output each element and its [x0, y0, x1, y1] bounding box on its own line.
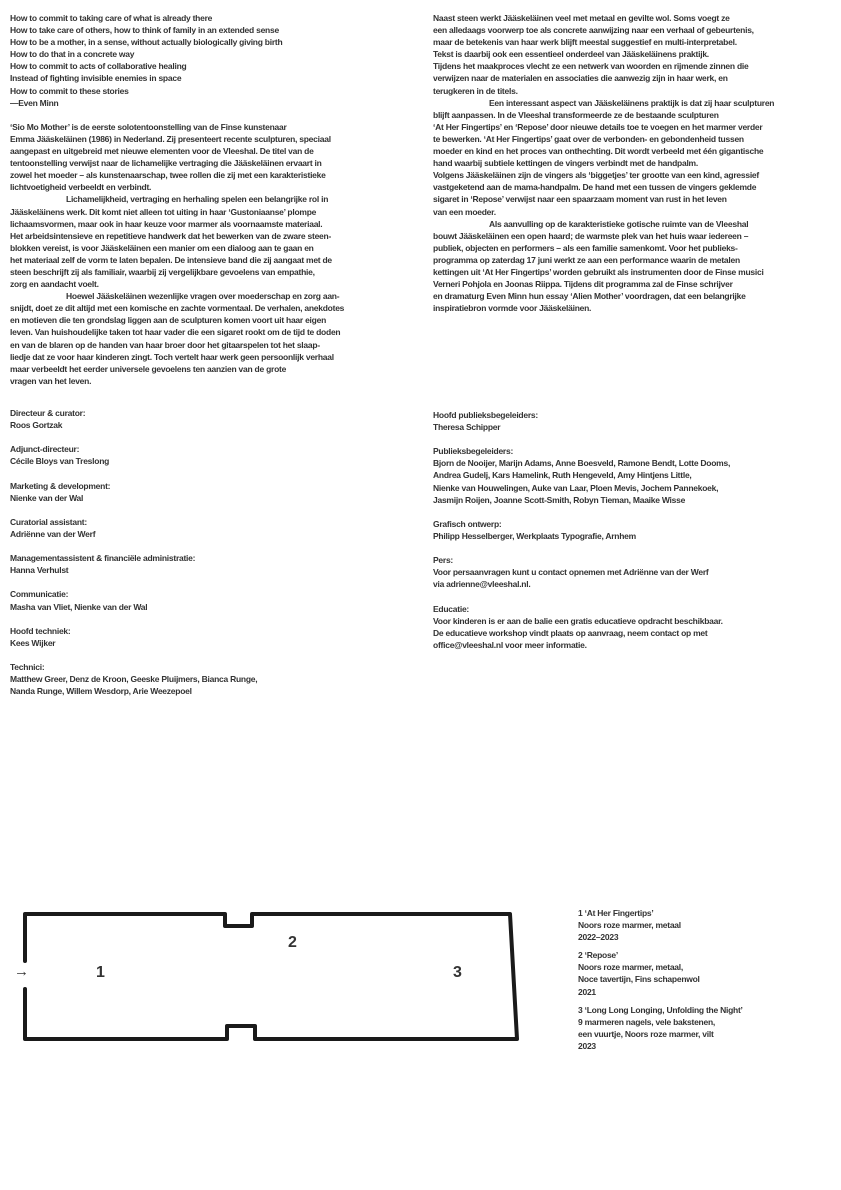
text-line: Bjorn de Nooijer, Marijn Adams, Anne Boesveld, Ramone Bendt, Lotte Dooms, [433, 458, 731, 469]
text-line: Hoofd publieksbegeleiders: [433, 410, 538, 420]
text-line: blokken vereist, is voor Jääskeläinen een manier om een dialoog aan te gaan en [10, 242, 314, 253]
text-line: Adjunct-directeur: [10, 444, 80, 455]
room-label-1: 1 [96, 964, 105, 981]
text-line: inspiratiebron vormde voor Jääskeläinen. [433, 303, 592, 314]
text-line: lichaamsvormen, maar ook in haar keuze voor marmer als voornaamste materiaal. [10, 218, 323, 229]
room-label-3: 3 [453, 964, 462, 981]
text-line: van een moeder. [433, 206, 496, 217]
text-line: Publieksbegeleiders: [433, 446, 514, 457]
text-line: programma op zaterdag 17 juni werkt ze aan een performance waarin de metalen [433, 254, 740, 265]
text-line: blijft aanpassen. In de Vleeshal transformeerde ze de bestaande sculpturen [433, 109, 719, 120]
text-line: Philipp Hesselberger, Werkplaats Typografie, Arnhem [433, 530, 636, 541]
text-line: How to be a mother, in a sense, without actually biologically giving birth [10, 37, 283, 48]
text-line: How to commit to these stories [10, 85, 129, 96]
legend-entry [578, 949, 743, 997]
text-line: Instead of fighting invisible enemies in space [10, 73, 182, 84]
text-line: Curatorial assistant: [10, 516, 87, 527]
text-line: Voor persaanvragen kunt u contact opnemen met Adriënne van der Werf [433, 567, 709, 578]
text-line: 9 marmeren nagels, vele bakstenen, [578, 1016, 716, 1027]
text-line: via adrienne@vleeshal.nl. [433, 579, 531, 590]
text-line: een vuurtje, Noors roze marmer, vilt [578, 1028, 714, 1039]
text-line: vragen van het leven. [10, 375, 92, 386]
text-line: Noce tavertijn, Fins schapenwol [578, 974, 700, 985]
text-line: het materiaal zelf de vorm te laten bepalen. De intensieve band die zij aangaat met de [10, 254, 332, 265]
text-line: Educatie: [433, 603, 470, 614]
text-line: zorg en aandacht voelt. [10, 279, 99, 290]
text-line: Andrea Gudelj, Kars Hamelink, Ruth Hengeveld, Amy Hintjens Little, [433, 470, 692, 481]
text-line: Nanda Runge, Willem Wesdorp, Arie Weezepoel [10, 686, 192, 697]
text-line: —Even Minn [10, 97, 59, 108]
text-line: een alledaags voorwerp toe als concrete aanwijzing naar een verhaal of gebeurtenis, [433, 25, 754, 36]
text-line: How to commit to taking care of what is already there [10, 13, 213, 23]
text-line: liedje dat ze voor haar kinderen zingt. Toch vertelt haar werk geen persoonlijk verhaal [10, 351, 334, 362]
text-line: office@vleeshal.nl voor meer informatie. [433, 639, 587, 650]
text-line: Als aanvulling op de karakteristieke gotische ruimte van de Vleeshal [489, 218, 749, 229]
entrance-arrow-icon: → [14, 963, 29, 980]
text-line: 2021 [578, 986, 596, 997]
text-line: ‘At Her Fingertips’ en ‘Repose’ door nieuwe details toe te voegen en het marmer verder [433, 121, 763, 132]
text-line: 1 ‘At Her Fingertips’ [578, 908, 654, 918]
text-line: Hoewel Jääskeläinen wezenlijke vragen over moederschap en zorg aan- [66, 291, 340, 302]
text-line: Kees Wijker [10, 637, 56, 648]
text-line: Tijdens het maakproces vlecht ze een netwerk van woorden en rijmende zinnen die [433, 61, 749, 72]
text-line: Nienke van der Wal [10, 492, 84, 503]
text-line: How to commit to acts of collaborative healing [10, 61, 187, 72]
text-line: Volgens Jääskeläinen zijn de vingers als ‘biggetjes’ ter grootte van een kind, agressief [433, 170, 759, 181]
text-line: tentoonstelling verwijst naar de lichamelijke vertraging die Jääskeläinen ervaart in [10, 158, 322, 169]
text-line: aangepast en uitgebreid met nieuwe elementen voor de Vleeshal. De titel van de [10, 146, 314, 157]
artwork-legend [578, 907, 743, 1058]
room-label-2: 2 [288, 934, 297, 951]
legend-entry [578, 1004, 743, 1052]
text-line: Het arbeidsintensieve en repetitieve handwerk dat het bewerken van de zware steen- [10, 230, 332, 241]
text-line: 2 ‘Repose’ [578, 950, 619, 961]
text-line: ‘Sio Mo Mother’ is de eerste solotentoonstelling van de Finse kunstenaar [10, 121, 287, 132]
text-line: Cécile Bloys van Treslong [10, 456, 110, 467]
text-line: Tekst is daarbij ook een essentieel onderdeel van Jääskeläinens praktijk. [433, 49, 709, 60]
text-line: Pers: [433, 555, 454, 566]
text-line: te bewerken. ‘At Her Fingertips’ gaat over de verbonden- en gebondenheid tussen [433, 133, 744, 144]
text-line: Hoofd techniek: [10, 625, 71, 636]
text-line: Marketing & development: [10, 480, 111, 491]
text-line: Roos Gortzak [10, 420, 63, 431]
text-line: Managementassistent & financiële administratie: [10, 553, 196, 564]
text-line: leven. Van huishoudelijke taken tot haar vader die een sigaret rookt om de tijd te doden [10, 327, 341, 338]
text-line: 2022–2023 [578, 932, 619, 943]
text-line: steen beschrijft zij als familiair, waarbij zij vergelijkbare gevoelens van empathie, [10, 266, 315, 277]
text-line: bouwt Jääskeläinen een open haard; de warmste plek van het huis waar iedereen – [433, 230, 749, 241]
text-line: Masha van Vliet, Nienke van der Wal [10, 601, 148, 612]
text-line: Communicatie: [10, 589, 69, 600]
text-line: snijdt, doet ze dit altijd met een komische en zachte vormentaal. De verhalen, anekdotes [10, 303, 345, 314]
text-line: How to take care of others, how to think of family in an extended sense [10, 25, 279, 36]
text-line: Theresa Schipper [433, 422, 501, 433]
text-line: sigaret in ‘Repose’ verwijst naar een spaarzaam moment van rust in het leven [433, 194, 727, 205]
text-line: lichtvoetigheid verbeeldt en verbindt. [10, 182, 152, 193]
text-line: Adriënne van der Werf [10, 528, 96, 539]
text-line: How to do that in a concrete way [10, 49, 135, 60]
text-line: 2023 [578, 1040, 596, 1051]
text-line: De educatieve workshop vindt plaats op aanvraag, neem contact op met [433, 627, 708, 638]
text-line: en dramaturg Even Minn hun essay ‘Alien Mother’ voordragen, dat een belangrijke [433, 291, 746, 302]
text-line: Noors roze marmer, metaal [578, 920, 681, 931]
text-line: Voor kinderen is er aan de balie een gratis educatieve opdracht beschikbaar. [433, 615, 723, 626]
text-line: en motieven die ten grondslag liggen aan de sculpturen komen voort uit haar eigen [10, 315, 327, 326]
text-line: 3 ‘Long Long Longing, Unfolding the Night’ [578, 1004, 743, 1015]
text-line: vastgeketend aan de mama-handpalm. De hand met een tussen de vingers geklemde [433, 182, 757, 193]
text-line: moeder en kind en het proces van onthechting. Dit wordt verbeeld met één gigantische [433, 146, 764, 157]
text-line: kettingen uit ‘At Her Fingertips’ worden gebruikt als instrumenten door de Finse musici [433, 266, 764, 277]
text-line: en van de blaren op de handen van haar broer door het gitaarspelen tot het slaap- [10, 339, 320, 350]
text-line: maar verbeeldt het eerder universele gevoelens ten aanzien van de grote [10, 363, 287, 374]
text-line: Noors roze marmer, metaal, [578, 962, 683, 973]
text-line: Lichamelijkheid, vertraging en herhaling spelen een belangrijke rol in [66, 194, 329, 205]
text-line: Hanna Verhulst [10, 565, 69, 576]
text-line: Een interessant aspect van Jääskeläinens praktijk is dat zij haar sculpturen [489, 97, 775, 108]
text-line: terugkeren in de titels. [433, 85, 518, 96]
text-line: publiek, objecten en performers – als een familie samenkomt. Voor het publieks- [433, 242, 738, 253]
text-line: Naast steen werkt Jääskeläinen veel met metaal en gevilte wol. Soms voegt ze [433, 13, 730, 23]
text-line: hand waarbij subtiele kettingen de vingers verbindt met de handpalm. [433, 158, 698, 169]
text-line: Emma Jääskeläinen (1986) in Nederland. Zij presenteert recente sculpturen, speciaal [10, 133, 331, 144]
text-line: Nienke van Houwelingen, Auke van Laar, Ploen Mevis, Jochem Pannekoek, [433, 482, 719, 493]
text-line: Jääskeläinens werk. Dit komt niet alleen tot uiting in haar ‘Gustoniaanse’ plompe [10, 206, 317, 217]
text-line: Verneri Pohjola en Joonas Riippa. Tijdens dit programma zal de Finse schrijver [433, 279, 733, 290]
legend-entry [578, 907, 743, 943]
legend-list [578, 907, 743, 1052]
text-line: Matthew Greer, Denz de Kroon, Geeske Pluijmers, Bianca Runge, [10, 674, 258, 685]
text-line: Technici: [10, 661, 45, 672]
text-line: maar de betekenis van haar werk blijft meestal suggestief en multi-interpretabel. [433, 37, 737, 48]
text-line: Directeur & curator: [10, 408, 86, 418]
text-line: verwijzen naar de materialen en associaties die aanwezig zijn in haar werk, en [433, 73, 728, 84]
text-line: Grafisch ontwerp: [433, 518, 502, 529]
text-line: zowel het moeder – als kunstenaarschap, twee rollen die zij met een karakteristieke [10, 170, 326, 181]
text-line: Jasmijn Roijen, Joanne Scott-Smith, Robyn Tieman, Maaike Wisse [433, 494, 686, 505]
